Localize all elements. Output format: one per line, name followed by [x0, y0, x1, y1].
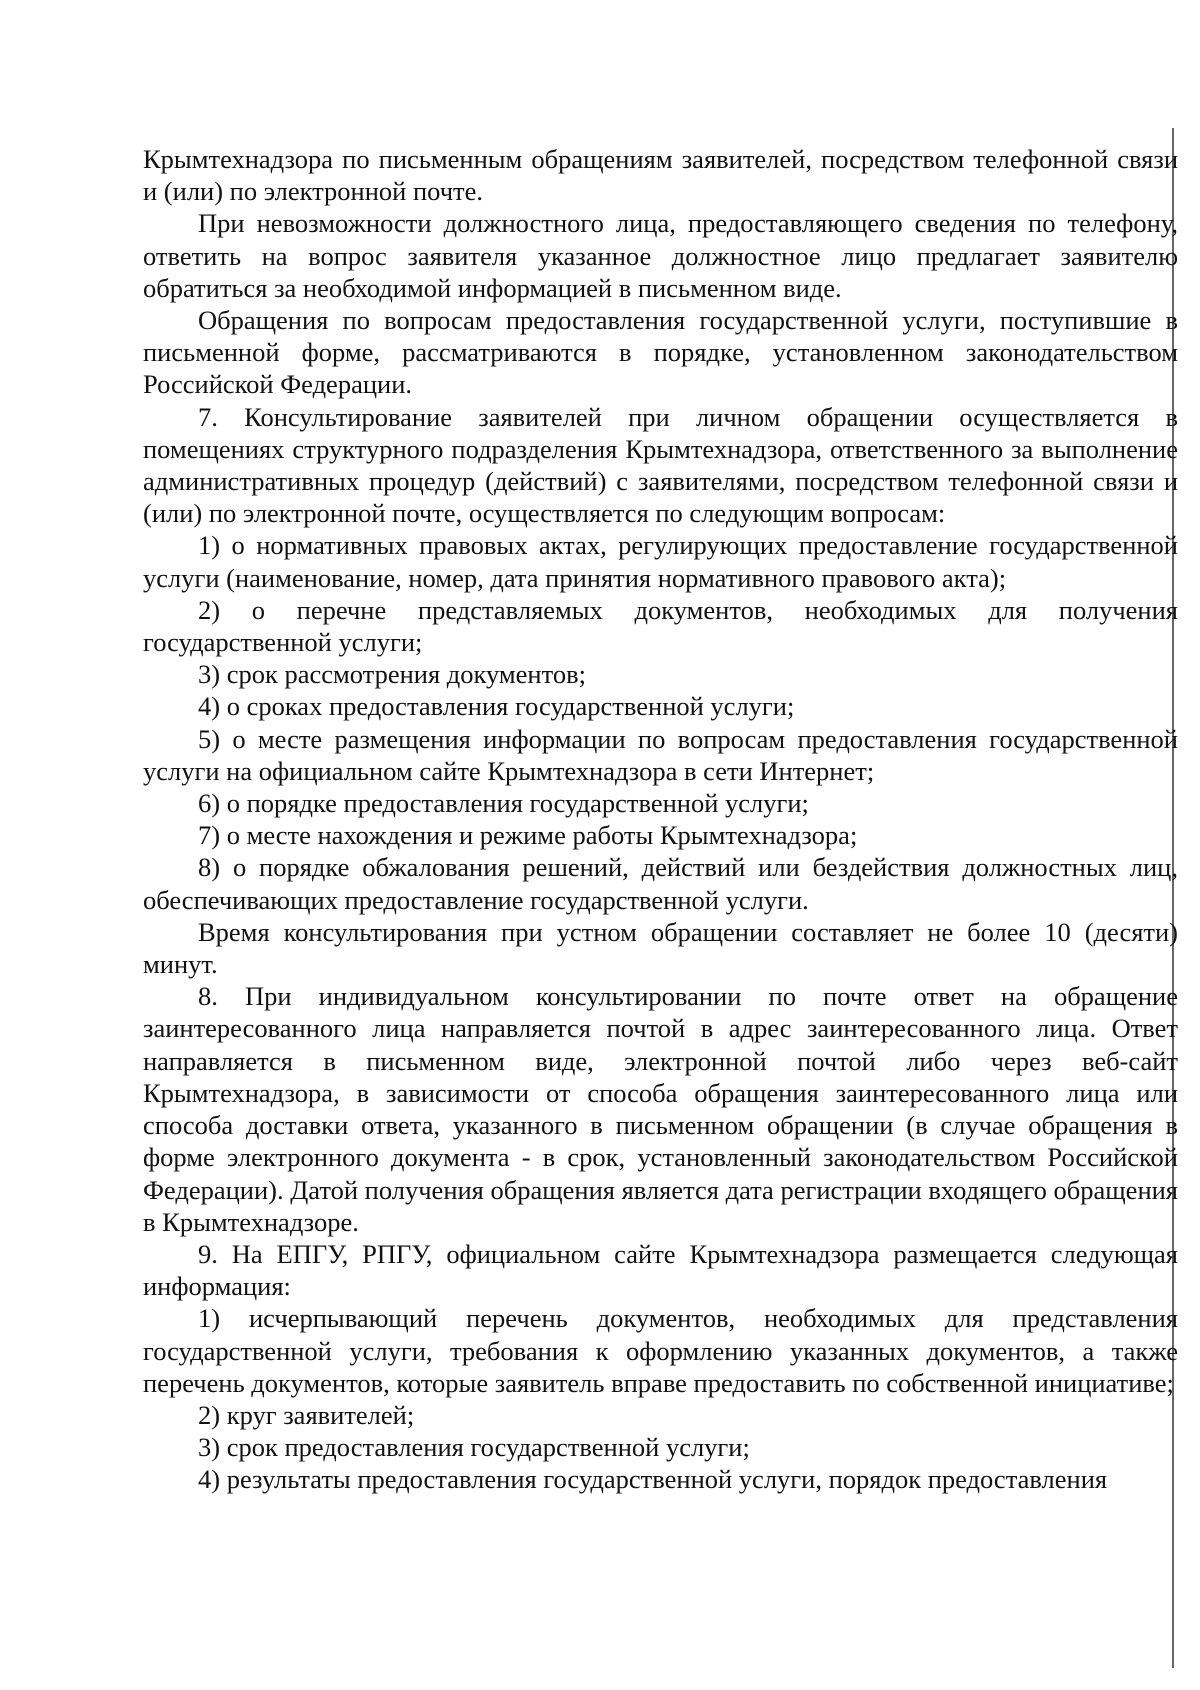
- list-item-7-8: 8) о порядке обжалования решений, действий или бездействия должностных лиц, обеспечивающих предоставление государственной услуги.: [143, 852, 1178, 915]
- paragraph-item-8: 8. При индивидуальном консультировании по почте ответ на обращение заинтересованного лица направляется почтой в адрес заинтересованного лица. Ответ направляется в письменном виде, электронной почтой либо через веб-сайт Крымтехнадзора, в зависимости от способа обращения заинтересованного лица или способа доставки ответа, указанного в письменном обращении (в случае обращения в форме электронного документа - в срок, установленный законодательством Российской Федерации). Датой получения обращения является дата регистрации входящего обращения в Крымтехнадзоре.: [143, 981, 1178, 1237]
- document-body: [143, 143, 1178, 1496]
- paragraph-consult-time: Время консультирования при устном обращении составляет не более 10 (десяти) минут.: [143, 916, 1178, 980]
- paragraph-item-7: 7. Консультирование заявителей при личном обращении осуществляется в помещениях структурного подразделения Крымтехнадзора, ответственного за выполнение административных процедур (действий) с заявителями, посредством телефонной связи и (или) по электронной почте, осуществляется по следующим вопросам:: [143, 401, 1178, 529]
- list-item-9-4: 4) результаты предоставления государственной услуги, порядок предоставления: [198, 1464, 1108, 1495]
- list-item-7-1: 1) о нормативных правовых актах, регулирующих предоставление государственной услуги (наименование, номер, дата принятия нормативного правового акта);: [143, 530, 1178, 593]
- list-item-7-3: 3) срок рассмотрения документов;: [198, 659, 586, 690]
- list-item-7-5: 5) о месте размещения информации по вопросам предоставления государственной услуги на официальном сайте Крымтехнадзора в сети Интернет;: [143, 723, 1178, 786]
- list-item-7-2: 2) о перечне представляемых документов, необходимых для получения государственной услуги;: [143, 594, 1178, 658]
- paragraph-phone-answer: При невозможности должностного лица, предоставляющего сведения по телефону, ответить на вопрос заявителя указанное должностное лицо предлагает заявителю обратиться за необходимой информацией в письменном виде.: [143, 208, 1178, 303]
- list-item-9-1: 1) исчерпывающий перечень документов, необходимых для представления государственной услуги, требования к оформлению указанных документов, а также перечень документов, которые заявитель вправе предоставить по собственной инициативе;: [143, 1303, 1178, 1398]
- list-item-7-6: 6) о порядке предоставления государственной услуги;: [198, 788, 809, 819]
- paragraph-continuation: Крымтехнадзора по письменным обращениям заявителей, посредством телефонной связи и (или) по электронной почте.: [143, 144, 1178, 207]
- list-item-7-4: 4) о сроках предоставления государственной услуги;: [198, 691, 795, 722]
- list-item-9-2: 2) круг заявителей;: [198, 1399, 415, 1430]
- list-item-7-7: 7) о месте нахождения и режиме работы Крымтехнадзора;: [198, 820, 858, 851]
- list-item-9-3: 3) срок предоставления государственной услуги;: [198, 1432, 750, 1463]
- paragraph-written-requests: Обращения по вопросам предоставления государственной услуги, поступившие в письменной форме, рассматриваются в порядке, установленном законодательством Российской Федерации.: [143, 305, 1178, 400]
- paragraph-item-9: 9. На ЕПГУ, РПГУ, официальном сайте Крымтехнадзора размещается следующая информация:: [143, 1238, 1178, 1302]
